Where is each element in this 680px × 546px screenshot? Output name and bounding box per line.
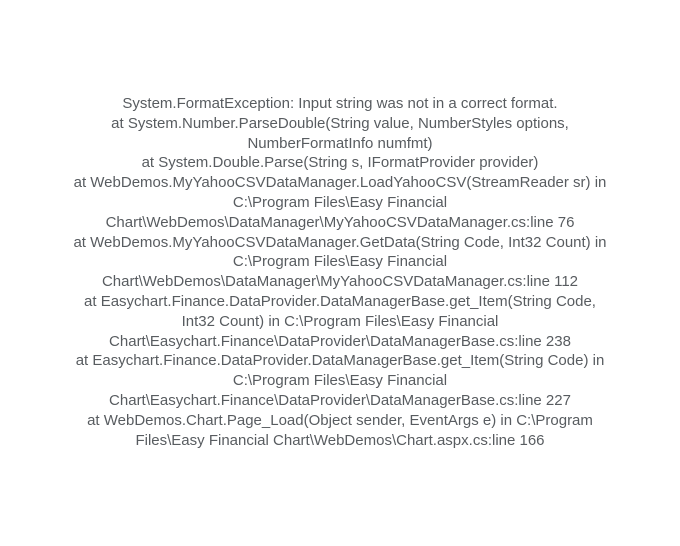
stack-trace-line: Int32 Count) in C:\Program Files\Easy Financial — [181, 312, 499, 330]
stack-trace-line: at WebDemos.Chart.Page_Load(Object sender, EventArgs e) in C:\Program — [87, 411, 593, 429]
stack-trace-line: Chart\Easychart.Finance\DataProvider\DataManagerBase.cs:line 227 — [109, 391, 571, 409]
stack-trace-line: at System.Number.ParseDouble(String value, NumberStyles options, — [111, 114, 569, 132]
stack-trace-line: at System.Double.Parse(String s, IFormatProvider provider) — [141, 154, 539, 172]
stack-trace-line: Files\Easy Financial Chart\WebDemos\Chart.aspx.cs:line 166 — [135, 431, 545, 449]
stack-trace-line: C:\Program Files\Easy Financial — [232, 372, 448, 390]
stack-trace-line: NumberFormatInfo numfmt) — [247, 134, 433, 152]
stack-trace-line: at WebDemos.MyYahooCSVDataManager.GetData(String Code, Int32 Count) in — [73, 233, 607, 251]
stack-trace-line: C:\Program Files\Easy Financial — [232, 253, 448, 271]
stack-trace-line: Chart\WebDemos\DataManager\MyYahooCSVDataManager.cs:line 112 — [101, 273, 579, 291]
stack-trace-line: at WebDemos.MyYahooCSVDataManager.LoadYahooCSV(StreamReader sr) in — [73, 174, 607, 192]
stack-trace-line: Chart\Easychart.Finance\DataProvider\DataManagerBase.cs:line 238 — [109, 332, 571, 350]
stack-trace-line: at Easychart.Finance.DataProvider.DataManagerBase.get_Item(String Code, — [84, 292, 596, 310]
exception-message-line: System.FormatException: Input string was not in a correct format. — [122, 95, 558, 112]
stack-trace-line: at Easychart.Finance.DataProvider.DataManagerBase.get_Item(String Code) in — [75, 352, 605, 370]
stack-trace-line: C:\Program Files\Easy Financial — [232, 193, 448, 211]
stack-trace-line: Chart\WebDemos\DataManager\MyYahooCSVDataManager.cs:line 76 — [105, 213, 575, 231]
